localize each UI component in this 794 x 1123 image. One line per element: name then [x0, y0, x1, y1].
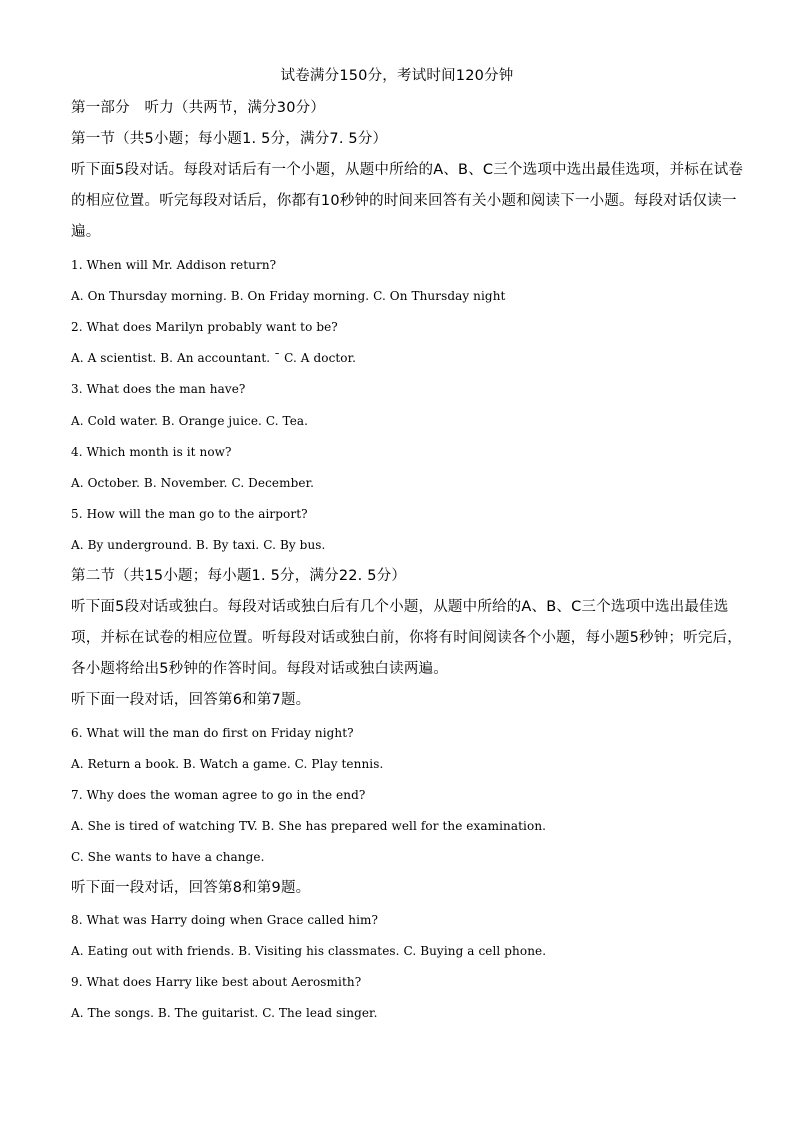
question-7: 7. Why does the woman agree to go in the end?: [71, 788, 366, 802]
question-3-options: A. Cold water. B. Orange juice. C. Tea.: [71, 414, 309, 428]
question-9-options: A. The songs. B. The guitarist. C. The lead singer.: [71, 1006, 378, 1020]
question-8-options: A. Eating out with friends. B. Visiting his classmates. C. Buying a cell phone.: [71, 944, 547, 958]
part1-title: 第一部分 听力（共两节，满分30分）: [71, 100, 326, 116]
section2-instruction-line: 听下面5段对话或独白。每段对话或独白后有几个小题，从题中所给的A、B、C三个选项中选出最佳选: [71, 599, 729, 615]
question-5: 5. How will the man go to the airport?: [71, 507, 308, 521]
question-1-options: A. On Thursday morning. B. On Friday morning. C. On Thursday night: [71, 289, 506, 303]
section2-instruction-line: 各小题将给出5秒钟的作答时间。每段对话或独白读两遍。: [71, 661, 448, 677]
question-7-options-c: C. She wants to have a change.: [71, 850, 265, 864]
exam-header: 试卷满分150分，考试时间120分钟: [280, 68, 514, 84]
section2-instruction-line: 项，并标在试卷的相应位置。听每段对话或独白前，你将有时间阅读各个小题，每小题5秒钟；听完后，: [71, 630, 742, 646]
section1-instruction-line: 的相应位置。听完每段对话后，你都有10秒钟的时间来回答有关小题和阅读下一小题。每段对话仅读一: [71, 193, 737, 209]
question-5-options: A. By underground. B. By taxi. C. By bus.: [71, 538, 326, 552]
question-2-options: A. A scientist. B. An accountant. ˉ C. A doctor.: [71, 351, 357, 365]
section2-title: 第二节（共15小题；每小题1. 5分，满分22. 5分）: [71, 568, 407, 584]
question-4: 4. Which month is it now?: [71, 445, 232, 459]
question-8: 8. What was Harry doing when Grace called him?: [71, 913, 379, 927]
question-7-options-ab: A. She is tired of watching TV. B. She has prepared well for the examination.: [71, 819, 547, 833]
question-1: 1. When will Mr. Addison return?: [71, 258, 277, 272]
question-6: 6. What will the man do first on Friday night?: [71, 726, 354, 740]
section1-instruction-line: 遍。: [71, 224, 101, 240]
section1-instruction-line: 听下面5段对话。每段对话后有一个小题，从题中所给的A、B、C三个选项中选出最佳选项，并标在试卷: [71, 162, 744, 178]
section1-title: 第一节（共5小题；每小题1. 5分，满分7. 5分）: [71, 131, 388, 147]
group1-intro: 听下面一段对话，回答第6和第7题。: [71, 692, 311, 708]
question-4-options: A. October. B. November. C. December.: [71, 476, 315, 490]
group2-intro: 听下面一段对话，回答第8和第9题。: [71, 880, 311, 896]
question-3: 3. What does the man have?: [71, 382, 246, 396]
question-2: 2. What does Marilyn probably want to be?: [71, 320, 338, 334]
question-6-options: A. Return a book. B. Watch a game. C. Play tennis.: [71, 757, 384, 771]
question-9: 9. What does Harry like best about Aerosmith?: [71, 975, 362, 989]
